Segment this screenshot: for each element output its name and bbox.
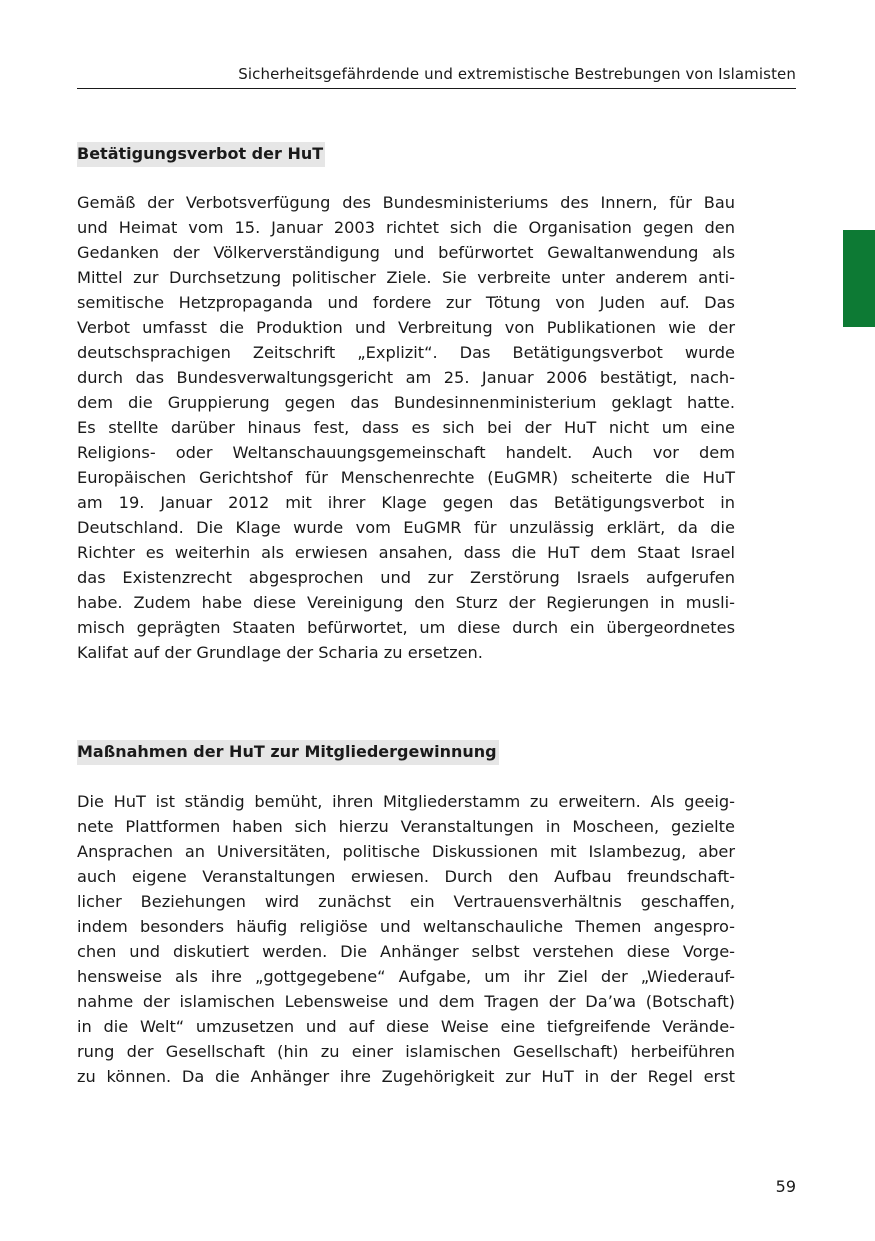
- text-line: und Heimat vom 15. Januar 2003 richtet sich die Organisation gegen den: [77, 218, 735, 237]
- text-line: Die HuT ist ständig bemüht, ihren Mitgliederstamm zu erweitern. Als geeig-: [77, 792, 735, 811]
- running-header: Sicherheitsgefährdende und extremistische Bestrebungen von Islamisten: [238, 65, 796, 83]
- text-line: chen und diskutiert werden. Die Anhänger selbst verstehen diese Vorge-: [77, 942, 735, 961]
- text-line: indem besonders häufig religiöse und weltanschauliche Themen angespro-: [77, 917, 735, 936]
- text-line: in die Welt“ umzusetzen und auf diese Weise eine tiefgreifende Verände-: [77, 1017, 735, 1036]
- text-line: misch geprägten Staaten befürwortet, um diese durch ein übergeordnetes: [77, 618, 735, 637]
- text-line: Richter es weiterhin als erwiesen ansahen, dass die HuT dem Staat Israel: [77, 543, 735, 562]
- text-line: hensweise als ihre „gottgegebene“ Aufgabe, um ihr Ziel der „Wiederauf-: [77, 967, 735, 986]
- header-rule: [77, 88, 796, 89]
- text-line: zu können. Da die Anhänger ihre Zugehörigkeit zur HuT in der Regel erst: [77, 1067, 735, 1086]
- text-line: nahme der islamischen Lebensweise und dem Tragen der Da’wa (Botschaft): [77, 992, 735, 1011]
- text-line: deutschsprachigen Zeitschrift „Explizit“. Das Betätigungsverbot wurde: [77, 343, 735, 362]
- text-line: Europäischen Gerichtshof für Menschenrechte (EuGMR) scheiterte die HuT: [77, 468, 735, 487]
- text-line: nete Plattformen haben sich hierzu Veranstaltungen in Moscheen, gezielte: [77, 817, 735, 836]
- text-line: Mittel zur Durchsetzung politischer Ziele. Sie verbreite unter anderem anti-: [77, 268, 735, 287]
- text-line: Es stellte darüber hinaus fest, dass es sich bei der HuT nicht um eine: [77, 418, 735, 437]
- text-line: licher Beziehungen wird zunächst ein Vertrauensverhältnis geschaffen,: [77, 892, 735, 911]
- chapter-tab-marker: [843, 230, 875, 327]
- section-heading-betaetigungsverbot: Betätigungsverbot der HuT: [77, 142, 325, 167]
- text-line: am 19. Januar 2012 mit ihrer Klage gegen das Betätigungsverbot in: [77, 493, 735, 512]
- text-line: auch eigene Veranstaltungen erwiesen. Durch den Aufbau freundschaft-: [77, 867, 735, 886]
- text-line: Deutschland. Die Klage wurde vom EuGMR für unzulässig erklärt, da die: [77, 518, 735, 537]
- text-line: Gedanken der Völkerverständigung und befürwortet Gewaltanwendung als: [77, 243, 735, 262]
- text-line: semitische Hetzpropaganda und fordere zur Tötung von Juden auf. Das: [77, 293, 735, 312]
- text-line: Ansprachen an Universitäten, politische Diskussionen mit Islambezug, aber: [77, 842, 735, 861]
- section-heading-mitgliedergewinnung: Maßnahmen der HuT zur Mitgliedergewinnung: [77, 740, 499, 765]
- text-line: Gemäß der Verbotsverfügung des Bundesministeriums des Innern, für Bau: [77, 193, 735, 212]
- text-line: Religions- oder Weltanschauungsgemeinschaft handelt. Auch vor dem: [77, 443, 735, 462]
- page-number: 59: [775, 1177, 796, 1196]
- text-line: Kalifat auf der Grundlage der Scharia zu ersetzen.: [77, 643, 483, 662]
- text-line: rung der Gesellschaft (hin zu einer islamischen Gesellschaft) herbeiführen: [77, 1042, 735, 1061]
- section-body-mitgliedergewinnung: [77, 789, 735, 1089]
- text-line: das Existenzrecht abgesprochen und zur Zerstörung Israels aufgerufen: [77, 568, 735, 587]
- text-line: durch das Bundesverwaltungsgericht am 25. Januar 2006 bestätigt, nach-: [77, 368, 735, 387]
- text-line: habe. Zudem habe diese Vereinigung den Sturz der Regierungen in musli-: [77, 593, 735, 612]
- text-line: dem die Gruppierung gegen das Bundesinnenministerium geklagt hatte.: [77, 393, 735, 412]
- text-line: Verbot umfasst die Produktion und Verbreitung von Publikationen wie der: [77, 318, 735, 337]
- section-body-betaetigungsverbot: [77, 190, 735, 665]
